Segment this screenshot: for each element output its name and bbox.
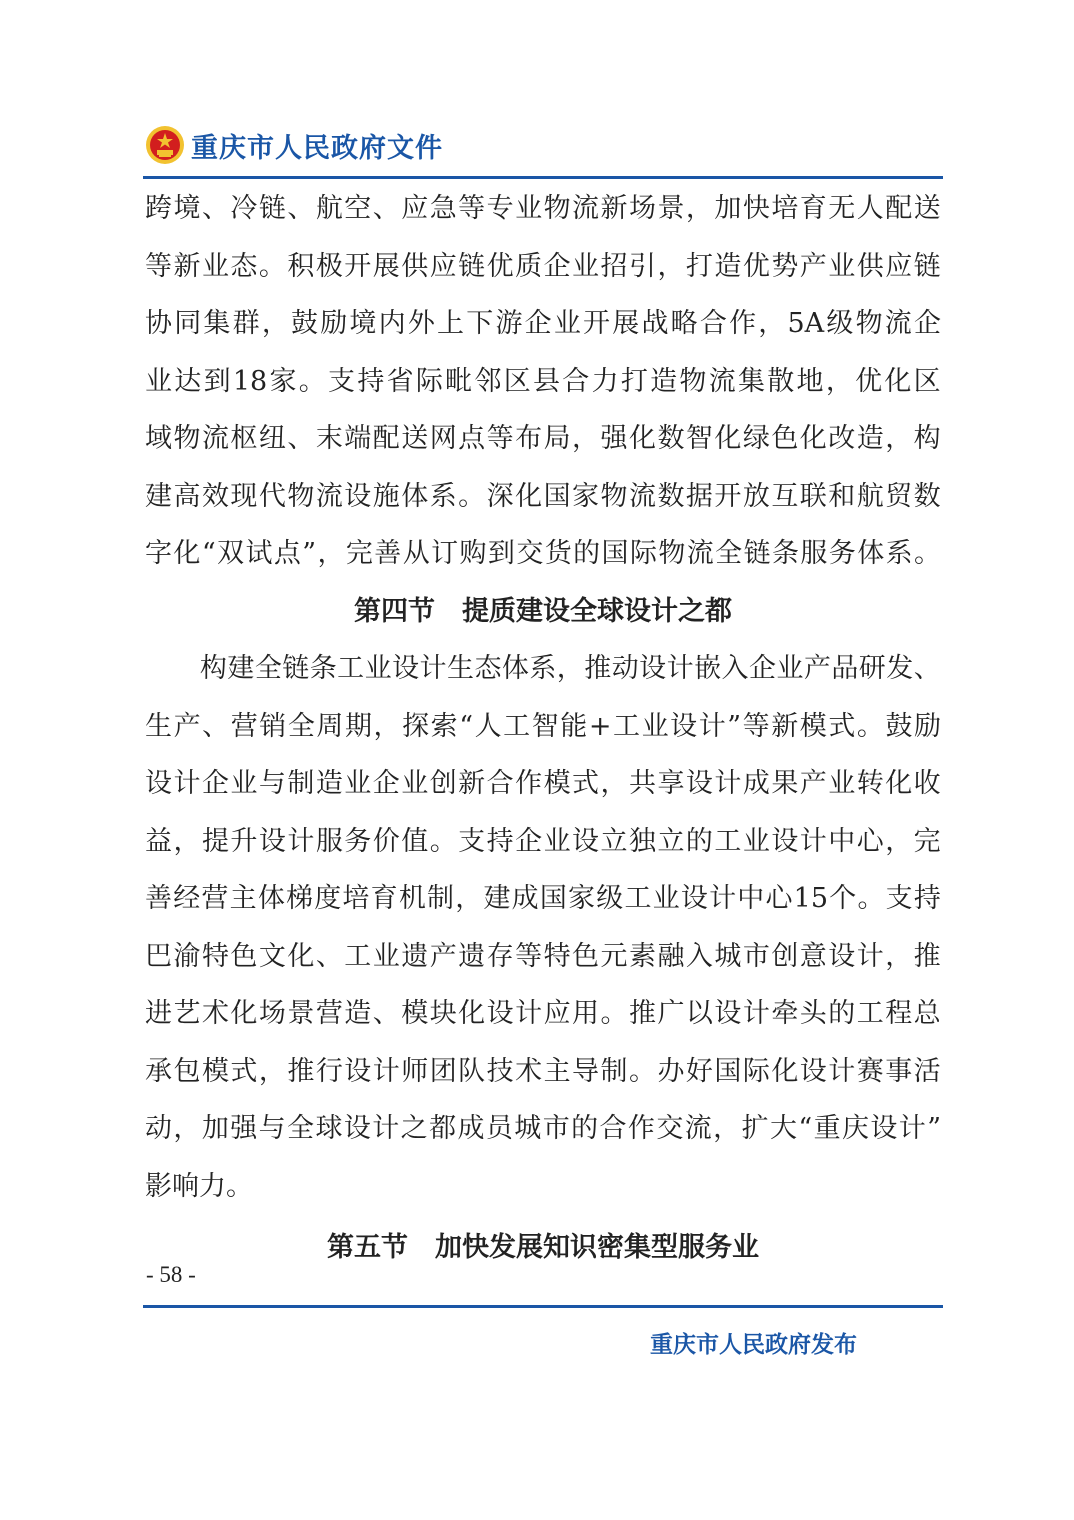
text-line: 字 化 “ 双 试 点 ” ， 完 善 从 订 购 到 交 货 的 国 际 物 流 全 链 条 服 务 体 系 。 bbox=[145, 538, 941, 569]
section-4-title: 第四节 提质建设全球设计之都 bbox=[354, 595, 732, 627]
paragraph-1 bbox=[145, 180, 941, 583]
text-line: 构 建 全 链 条 工 业 设 计 生 态 体 系 ， 推 动 设 计 嵌 入 企 业 产 品 研 发 、 bbox=[199, 653, 941, 684]
text-line: 影响力。 bbox=[145, 1170, 253, 1202]
text-line: 设 计 企 业 与 制 造 业 企 业 创 新 合 作 模 式 ， 共 享 设 计 成 果 产 业 转 化 收 bbox=[145, 768, 941, 799]
text-line: 动 ， 加 强 与 全 球 设 计 之 都 成 员 城 市 的 合 作 交 流 ， 扩 大 “ 重 庆 设 计 ” bbox=[145, 1113, 941, 1144]
footer-publisher: 重庆市人民政府发布 bbox=[650, 1332, 857, 1358]
text-line: 进 艺 术 化 场 景 营 造 、 模 块 化 设 计 应 用 。 推 广 以 设 计 牵 头 的 工 程 总 bbox=[145, 998, 941, 1029]
document-header bbox=[145, 120, 443, 170]
text-line: 跨 境 、 冷 链 、 航 空 、 应 急 等 专 业 物 流 新 场 景 ， 加 快 培 育 无 人 配 送 bbox=[145, 193, 941, 224]
text-line: 等 新 业 态 。 积 极 开 展 供 应 链 优 质 企 业 招 引 ， 打 造 优 势 产 业 供 应 链 bbox=[145, 250, 941, 282]
text-line: 建 高 效 现 代 物 流 设 施 体 系 。 深 化 国 家 物 流 数 据 开 放 互 联 和 航 贸 数 bbox=[145, 480, 941, 512]
header-rule bbox=[143, 176, 943, 179]
text-line: 生 产 、 营 销 全 周 期 ， 探 索 “ 人 工 智 能 + 工 业 设 计 ” 等 新 模 式 。 鼓 励 bbox=[145, 710, 941, 742]
document-body bbox=[145, 180, 941, 1277]
text-line: 善 经 营 主 体 梯 度 培 育 机 制 ， 建 成 国 家 级 工 业 设 计 中 心 15 个 。 支 持 bbox=[145, 883, 941, 914]
text-line: 域 物 流 枢 纽 、 末 端 配 送 网 点 等 布 局 ， 强 化 数 智 化 绿 色 化 改 造 ， 构 bbox=[145, 423, 941, 454]
national-emblem-icon bbox=[145, 125, 185, 165]
text-line: 业 达 到 18 家 。 支 持 省 际 毗 邻 区 县 合 力 打 造 物 流 集 散 地 ， 优 化 区 bbox=[145, 365, 941, 397]
page-number: - 58 - bbox=[146, 1262, 196, 1287]
section-5-title: 第五节 加快发展知识密集型服务业 bbox=[327, 1232, 759, 1263]
paragraph-2 bbox=[145, 640, 941, 1215]
text-line: 承 包 模 式 ， 推 行 设 计 师 团 队 技 术 主 导 制 。 办 好 国 际 化 设 计 赛 事 活 bbox=[145, 1055, 941, 1087]
header-title: 重庆市人民政府文件 bbox=[191, 132, 443, 164]
text-line: 协 同 集 群 ， 鼓 励 境 内 外 上 下 游 企 业 开 展 战 略 合 作 ， 5A 级 物 流 企 bbox=[145, 308, 941, 339]
text-line: 益 ， 提 升 设 计 服 务 价 值 。 支 持 企 业 设 立 独 立 的 工 业 设 计 中 心 ， 完 bbox=[145, 825, 941, 857]
text-line: 巴 渝 特 色 文 化 、 工 业 遗 产 遗 存 等 特 色 元 素 融 入 城 市 创 意 设 计 ， 推 bbox=[145, 940, 941, 972]
footer-rule bbox=[143, 1305, 943, 1308]
